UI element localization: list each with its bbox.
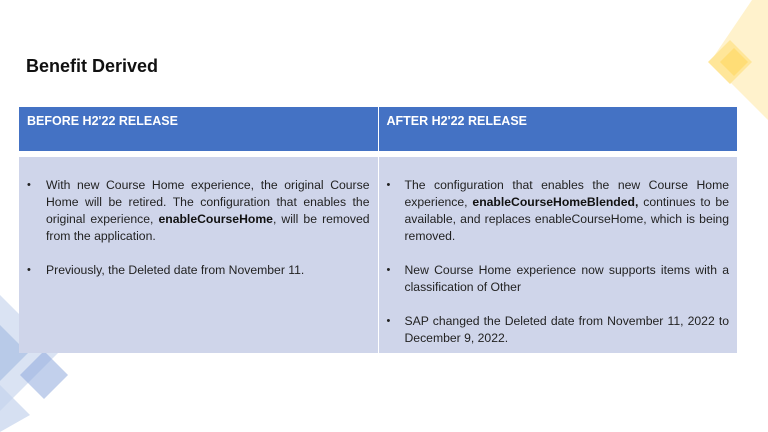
after-bullet-list (387, 177, 730, 347)
bullet-text: The configuration that enables the new Course Home experience, (404, 178, 729, 209)
before-cell (19, 154, 378, 353)
bullet-icon: • (27, 264, 31, 276)
column-header-after: AFTER H2'22 RELEASE (378, 107, 737, 154)
config-name: enableCourseHome (158, 212, 273, 226)
list-item (387, 313, 730, 347)
config-name: enableCourseHomeBlended, (472, 195, 639, 209)
before-bullet-list (27, 177, 370, 279)
comparison-table (19, 107, 737, 353)
bullet-icon: • (386, 264, 391, 276)
bullet-text: , will be removed from the application. (46, 212, 370, 243)
bullet-text: With new Course Home experience, the original Course Home will be retired. The configuration that enables the original experience, (46, 178, 370, 226)
column-header-before: BEFORE H2'22 RELEASE (19, 107, 378, 154)
bullet-text: continues to be available, and replaces enableCourseHome, which is being removed. (404, 195, 729, 243)
bullet-text: New Course Home experience now supports items with a classification of Other (404, 263, 729, 294)
bullet-text: SAP changed the Deleted date from November 11, 2022 to December 9, 2022. (404, 314, 729, 345)
bullet-icon: • (27, 179, 31, 191)
slide-title: Benefit Derived (26, 56, 159, 76)
table-header-row (19, 107, 737, 154)
bullet-icon: • (386, 179, 391, 191)
after-cell (378, 154, 737, 353)
bullet-text: Previously, the Deleted date from November 11. (46, 263, 305, 277)
table-row (19, 154, 737, 353)
list-item (387, 262, 730, 296)
list-item (387, 177, 730, 245)
list-item (27, 177, 370, 245)
bullet-icon: • (386, 315, 391, 327)
list-item (27, 262, 370, 279)
